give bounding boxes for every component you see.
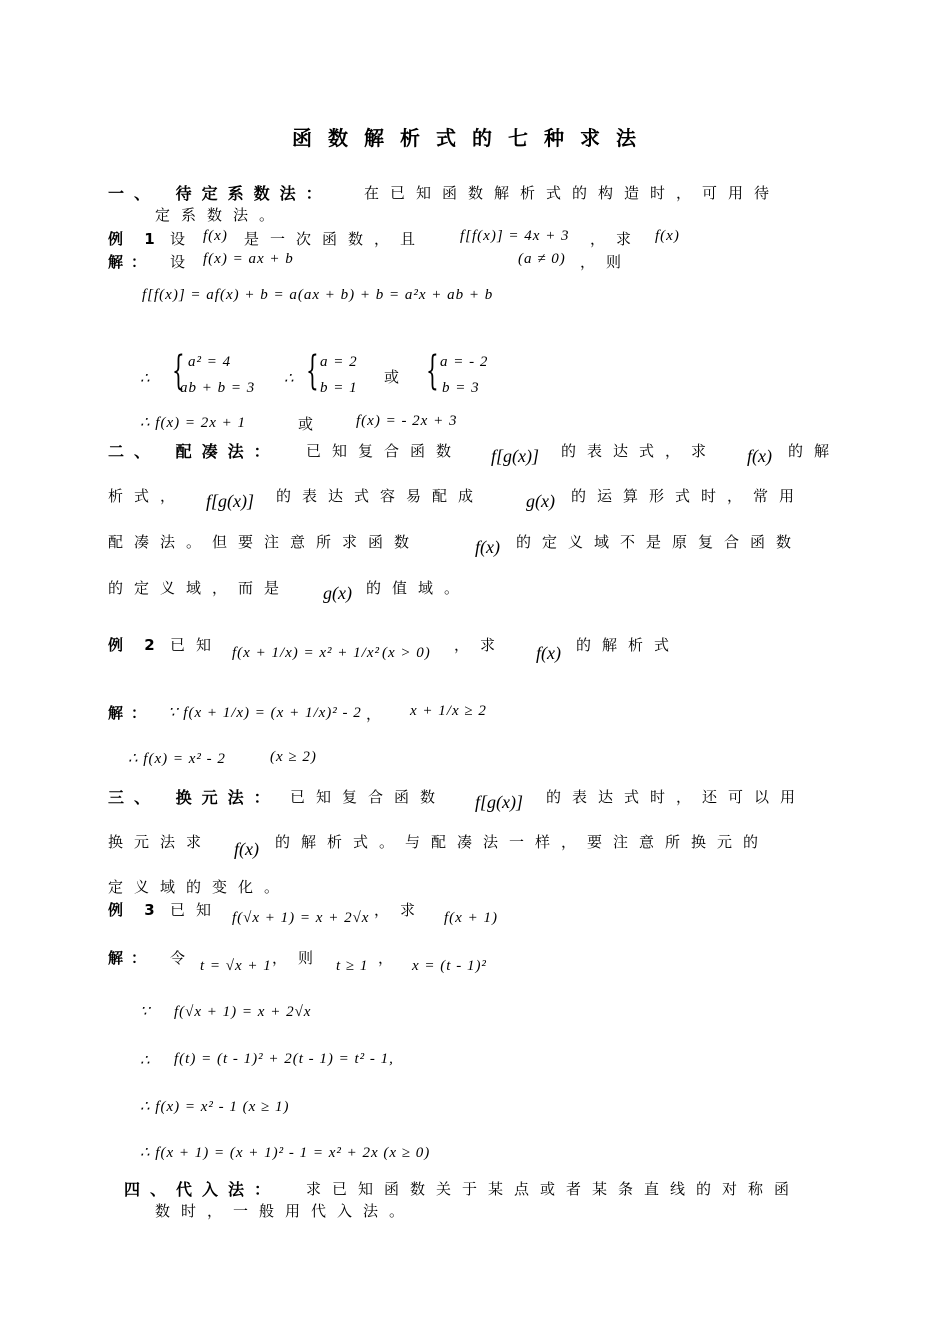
or-text: 或 — [384, 368, 411, 386]
example-1-math: f(x) — [203, 228, 228, 244]
result: ∴ f(x) = x² - 2 — [128, 751, 226, 767]
solution-1-text: ，则 — [580, 253, 633, 271]
section-4-heading: 四、代入法： — [124, 1180, 281, 1199]
example-2-text: ，求 — [454, 636, 507, 654]
equation: f[f(x)] = af(x) + b = a(ax + b) + b = a²x + ab + b — [142, 287, 494, 303]
result: ∴ f(x + 1) = (x + 1)² - 1 = x² + 2x (x ≥ 0) — [140, 1145, 431, 1161]
solution-3-text: 令 — [170, 949, 197, 967]
section-2-math: g(x) — [323, 583, 352, 603]
equation: f(t) = (t - 1)² + 2(t - 1) = t² - 1, — [174, 1051, 394, 1067]
section-3-math: f[g(x)] — [475, 792, 523, 812]
example-2-text: 已知 — [170, 636, 223, 654]
result: f(x) = - 2x + 3 — [356, 413, 458, 429]
example-3-text: ，求 — [374, 901, 427, 919]
solution-3-math: t ≥ 1 — [336, 958, 369, 974]
section-2-math: f[g(x)] — [206, 491, 254, 511]
section-2-text: 的解 — [788, 442, 841, 460]
brace-icon: { — [172, 348, 185, 394]
example-1-math: f[f(x)] = 4x + 3 — [460, 228, 570, 244]
section-3-text: 的表达式时，还可以用 — [546, 788, 807, 806]
section-3-text: 已知复合函数 — [290, 788, 447, 806]
result-domain: (x ≥ 2) — [270, 749, 317, 765]
result: ∴ f(x) = x² - 1 (x ≥ 1) — [140, 1099, 290, 1115]
section-2-text: 配凑法。但要注意所求函数 — [108, 533, 421, 551]
section-2-math: f[g(x)] — [491, 446, 539, 466]
section-3-math: f(x) — [234, 839, 259, 859]
example-1-text: 设 — [170, 230, 197, 248]
example-1-text: 是一次函数，且 — [244, 230, 427, 248]
system-equation: b = 3 — [442, 380, 480, 396]
example-2-label: 例 2 — [108, 636, 163, 654]
therefore-symbol: ∴ — [140, 371, 151, 387]
section-2-text: 的表达式容易配成 — [276, 487, 485, 505]
solution-2-label: 解： — [108, 704, 155, 722]
solution-3-label: 解： — [108, 949, 155, 967]
brace-icon: { — [306, 348, 319, 394]
because-symbol: ∵ — [140, 1004, 151, 1020]
solution-2-text: ， — [366, 705, 393, 723]
example-3-math: f(√x + 1) = x + 2√x — [232, 910, 370, 926]
section-3-text: 换元法求 — [108, 833, 213, 851]
system-equation: b = 1 — [320, 380, 358, 396]
system-equation: a = - 2 — [440, 354, 489, 370]
example-1-label: 例 1 — [108, 230, 163, 248]
solution-1-math: f(x) = ax + b — [203, 251, 294, 267]
section-1-text-cont: 定系数法。 — [155, 206, 286, 224]
section-4-text-cont: 数时，一般用代入法。 — [155, 1202, 416, 1220]
brace-icon: { — [426, 348, 439, 394]
section-2-text: 已知复合函数 — [306, 442, 463, 460]
section-2-text: 的值域。 — [366, 579, 471, 597]
therefore-symbol: ∴ — [284, 371, 295, 387]
solution-3-text: ，则 — [272, 949, 325, 967]
section-2-text: 的运算形式时，常用 — [571, 487, 806, 505]
section-2-math: f(x) — [747, 446, 772, 466]
example-3-math: f(x + 1) — [444, 910, 498, 926]
example-3-text: 已知 — [170, 901, 223, 919]
section-4-text: 求已知函数关于某点或者某条直线的对称函 — [306, 1180, 801, 1198]
solution-1-label: 解： — [108, 253, 155, 271]
section-2-math: g(x) — [526, 491, 555, 511]
example-2-text: 的解析式 — [576, 636, 681, 654]
result: ∴ f(x) = 2x + 1 — [140, 415, 247, 431]
solution-3-text: ， — [378, 949, 405, 967]
section-1-text: 在已知函数解析式的构造时，可用待 — [364, 184, 781, 202]
equation: f(√x + 1) = x + 2√x — [174, 1004, 312, 1020]
section-1-heading: 一、 待定系数法： — [108, 184, 332, 203]
page-title: 函数解析式的七种求法 — [292, 126, 652, 150]
section-3-text: 的解析式。与配凑法一样，要注意所换元的 — [275, 833, 770, 851]
system-equation: a² = 4 — [188, 354, 232, 370]
solution-2-math: ∵ f(x + 1/x) = (x + 1/x)² - 2 — [168, 705, 362, 721]
or-text: 或 — [298, 415, 325, 433]
system-equation: a = 2 — [320, 354, 358, 370]
solution-3-math: x = (t - 1)² — [412, 958, 487, 974]
solution-1-text: 设 — [170, 253, 197, 271]
therefore-symbol: ∴ — [140, 1053, 151, 1069]
section-2-text: 的表达式，求 — [561, 442, 718, 460]
example-2-math: (x > 0) — [382, 645, 431, 661]
example-1-math: f(x) — [655, 228, 680, 244]
section-3-text: 定义域的变化。 — [108, 878, 291, 896]
section-2-text: 的定义域，而是 — [108, 579, 291, 597]
solution-2-math: x + 1/x ≥ 2 — [410, 703, 487, 719]
solution-1-math: (a ≠ 0) — [518, 251, 566, 267]
solution-3-math: t = √x + 1 — [200, 958, 272, 974]
section-2-text: 析式， — [108, 487, 187, 505]
section-2-heading: 二、 配凑法： — [108, 442, 280, 461]
example-1-text: ，求 — [590, 230, 643, 248]
example-2-math: f(x + 1/x) = x² + 1/x² — [232, 645, 380, 661]
example-3-label: 例 3 — [108, 901, 163, 919]
section-2-math: f(x) — [475, 537, 500, 557]
section-3-heading: 三、 换元法： — [108, 788, 280, 807]
example-2-math: f(x) — [536, 643, 561, 663]
system-equation: ab + b = 3 — [180, 380, 256, 396]
section-2-text: 的定义域不是原复合函数 — [516, 533, 803, 551]
